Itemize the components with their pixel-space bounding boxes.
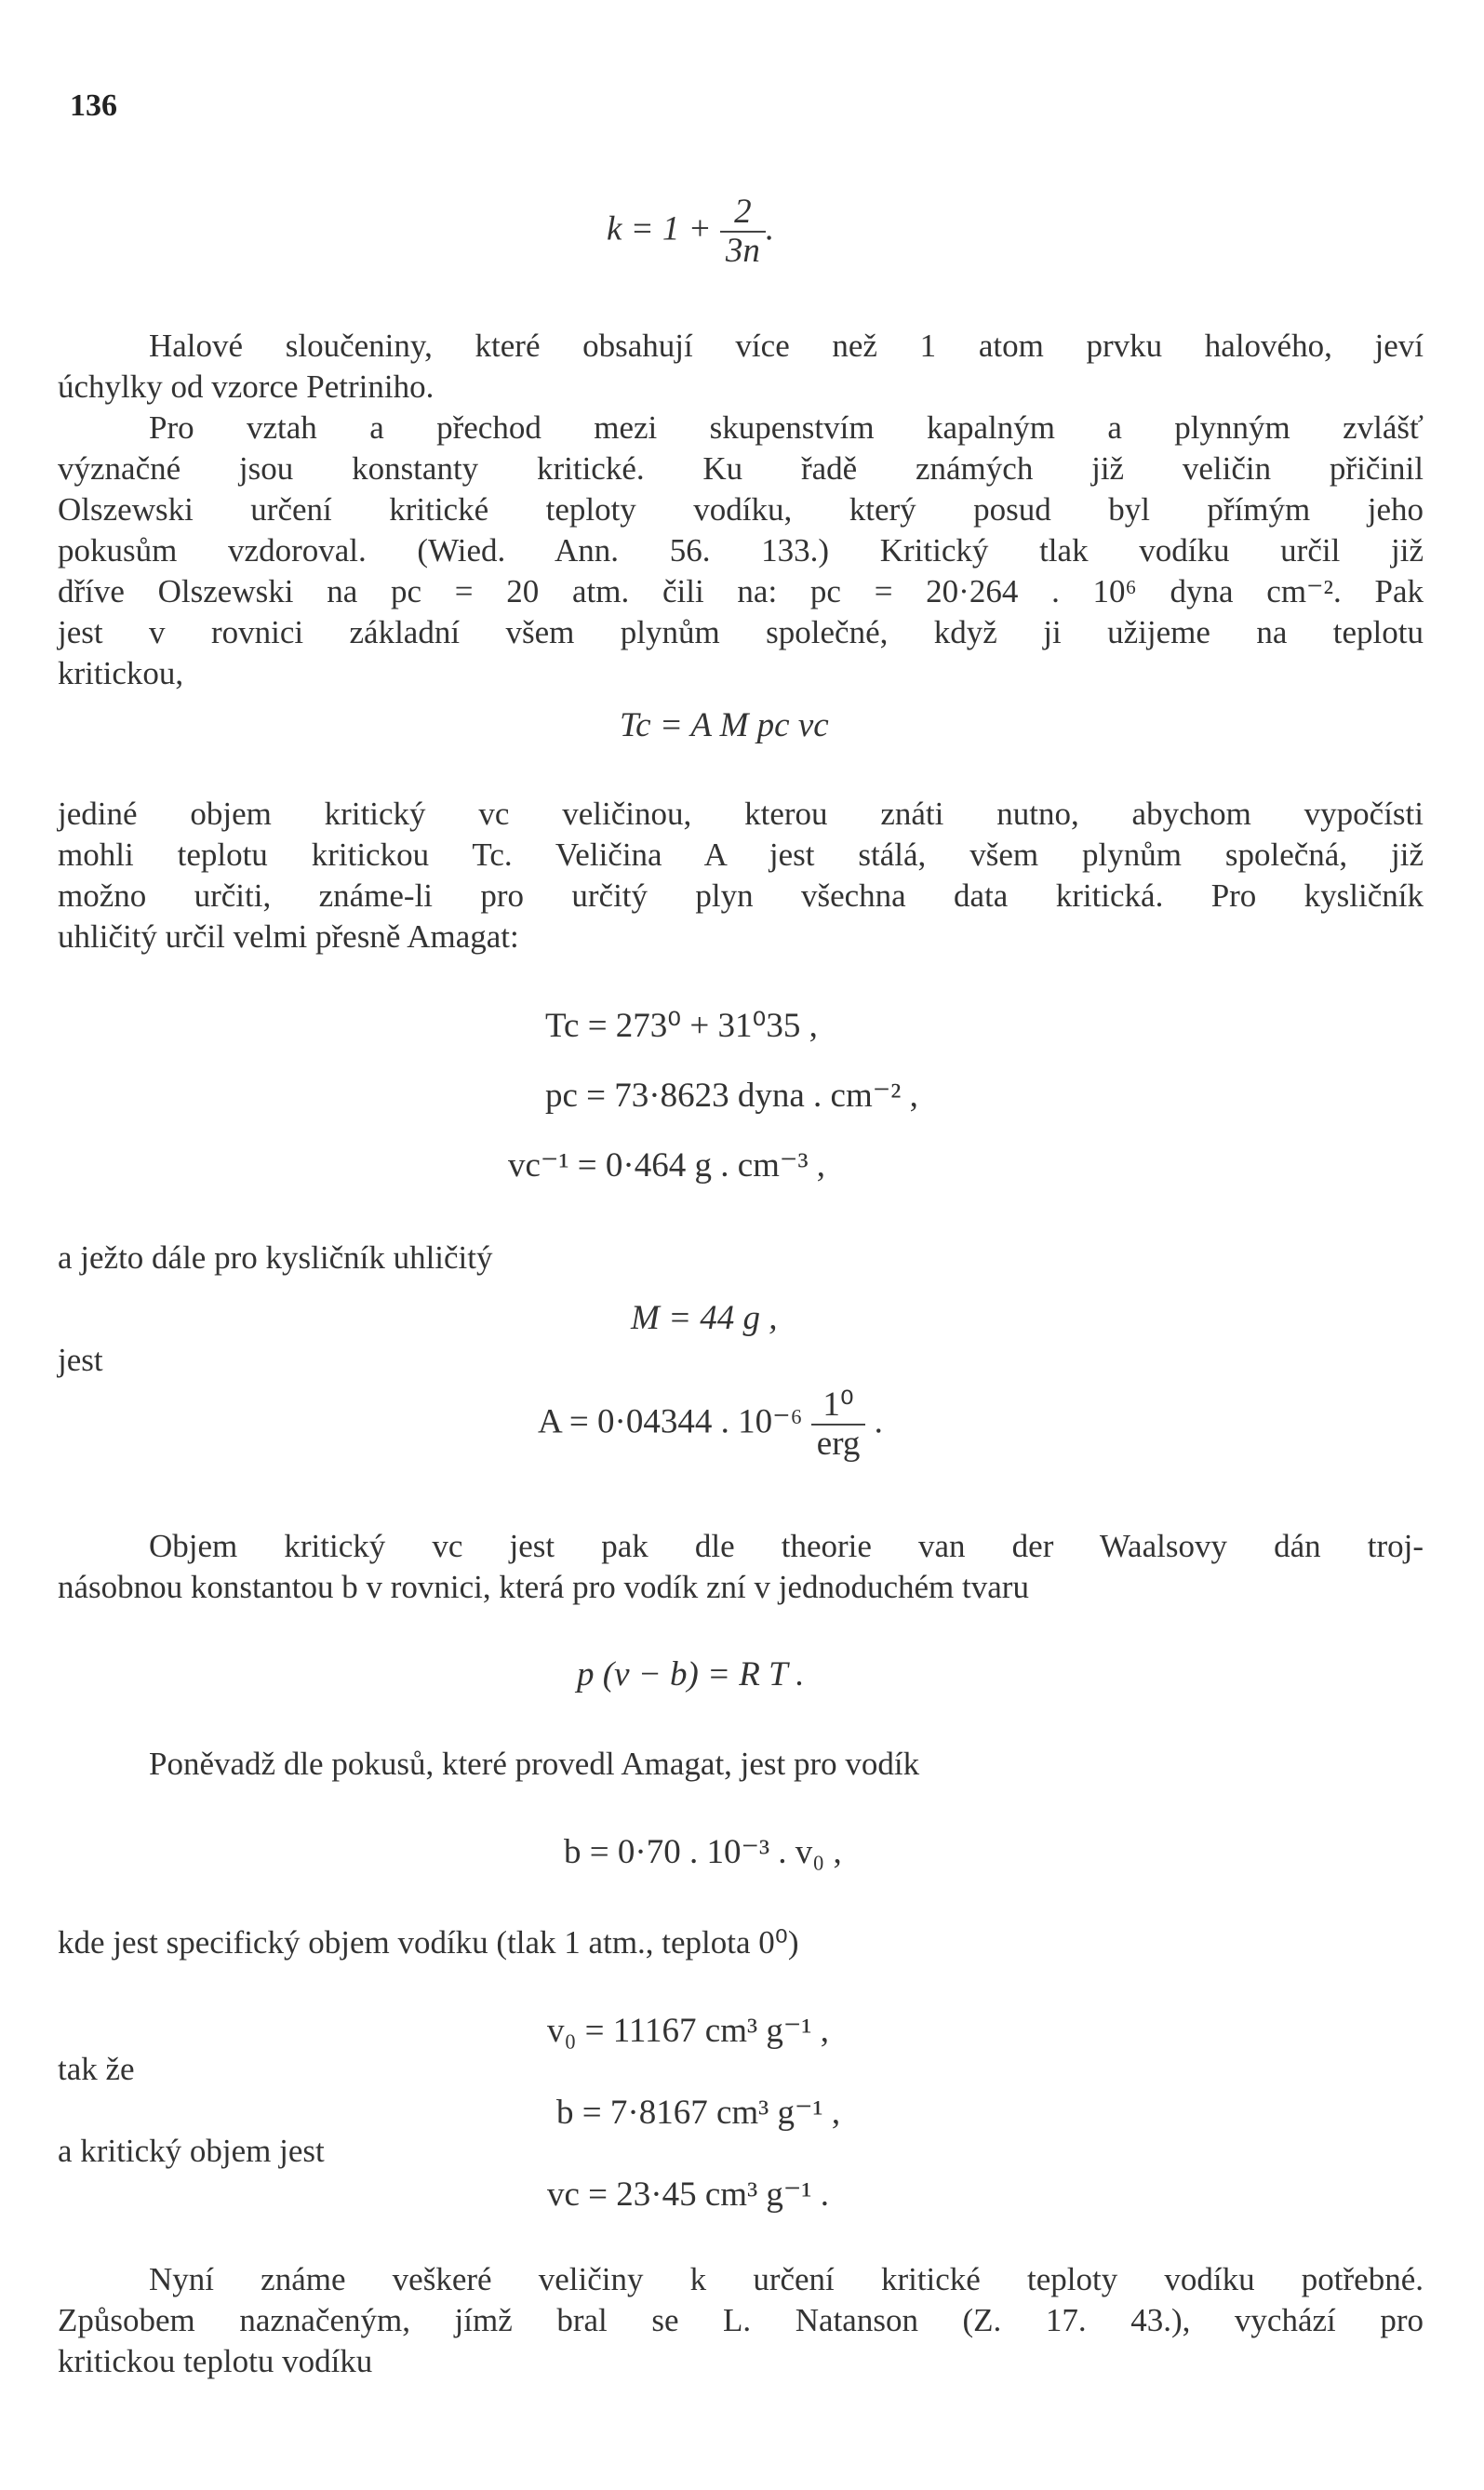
equation-k: k = 1 + $\frac{2}{3n}$ . bbox=[607, 193, 775, 270]
equation-tc: Tc = A M pc vc bbox=[620, 706, 829, 744]
label-kriticky-objem: a kritický objem jest bbox=[58, 2133, 325, 2169]
equation-co2-vc: vc⁻¹ = 0·464 g . cm⁻³ , bbox=[508, 1146, 826, 1185]
equation-b-value: b = 7·8167 cm³ g⁻¹ , bbox=[556, 2094, 841, 2132]
text-line: možno určiti, známe-li pro určitý plyn všechna data kritická. Pro kysličník bbox=[58, 877, 1424, 914]
equation-v0: v₀ = 11167 cm³ g⁻¹ , bbox=[547, 2012, 829, 2050]
page-number: 136 bbox=[70, 88, 117, 123]
text-line: kde jest specifický objem vodíku (tlak 1 atm., teplota 0⁰) bbox=[58, 1924, 799, 1961]
text-line: Pro vztah a přechod mezi skupenstvím kapalným a plynným zvlášť bbox=[149, 409, 1424, 446]
equation-co2-pc: pc = 73·8623 dyna . cm⁻² , bbox=[545, 1077, 918, 1115]
text-line: Poněvadž dle pokusů, které provedl Amagat, jest pro vodík bbox=[149, 1746, 920, 1782]
text-line: uhličitý určil velmi přesně Amagat: bbox=[58, 918, 519, 955]
text-line: Olszewski určení kritické teploty vodíku, který posud byl přímým jeho bbox=[58, 491, 1424, 528]
text-line: Způsobem naznačeným, jímž bral se L. Natanson (Z. 17. 43.), vychází pro bbox=[58, 2302, 1424, 2338]
fraction: $\frac{2}{3n}$ bbox=[720, 194, 766, 270]
equation-b: b = 0·70 . 10⁻³ . v₀ , bbox=[564, 1833, 842, 1871]
text-line: pokusům vzdoroval. (Wied. Ann. 56. 133.) Kritický tlak vodíku určil již bbox=[58, 532, 1424, 569]
text-line: význačné jsou konstanty kritické. Ku řadě známých již veličin přičinil bbox=[58, 450, 1424, 487]
text-line: kritickou teplotu vodíku bbox=[58, 2343, 373, 2379]
text-line: jest v rovnici základní všem plynům společné, když ji užijeme na teplotu bbox=[58, 614, 1424, 650]
text-line: Nyní známe veškeré veličiny k určení kritické teploty vodíku potřebné. bbox=[149, 2261, 1424, 2297]
text-line: jediné objem kritický vc veličinou, kterou znáti nutno, abychom vypočísti bbox=[58, 796, 1424, 832]
text-line: a ježto dále pro kysličník uhličitý bbox=[58, 1239, 493, 1276]
text-line: úchylky od vzorce Petriniho. bbox=[58, 368, 435, 405]
text-line: Objem kritický vc jest pak dle theorie van der Waalsovy dán troj- bbox=[149, 1528, 1424, 1564]
label-jest: jest bbox=[58, 1342, 103, 1378]
label-tak-ze: tak že bbox=[58, 2051, 135, 2087]
equation-a: A = 0·04344 . 10⁻⁶ $\frac{\text{1⁰}}{\text{erg}}$ . bbox=[538, 1386, 883, 1463]
equation-m: M = 44 g , bbox=[631, 1299, 778, 1337]
fraction: $\frac{\text{1⁰}}{\text{erg}}$ bbox=[811, 1386, 866, 1463]
equation-vc: vc = 23·45 cm³ g⁻¹ . bbox=[547, 2175, 830, 2214]
text-line: Halové sloučeniny, které obsahují více než 1 atom prvku halového, jeví bbox=[149, 328, 1424, 364]
equation-waals: p (v − b) = R T . bbox=[577, 1655, 805, 1693]
text-line: mohli teplotu kritickou Tc. Veličina A jest stálá, všem plynům společná, již bbox=[58, 837, 1424, 873]
text-line: násobnou konstantou b v rovnici, která pro vodík zní v jednoduchém tvaru bbox=[58, 1569, 1029, 1605]
text-line: kritickou, bbox=[58, 655, 184, 691]
text-line: dříve Olszewski na pc = 20 atm. čili na: pc = 20·264 . 10⁶ dyna cm⁻². Pak bbox=[58, 573, 1424, 609]
equation-co2-tc: Tc = 273⁰ + 31⁰35 , bbox=[545, 1007, 818, 1045]
